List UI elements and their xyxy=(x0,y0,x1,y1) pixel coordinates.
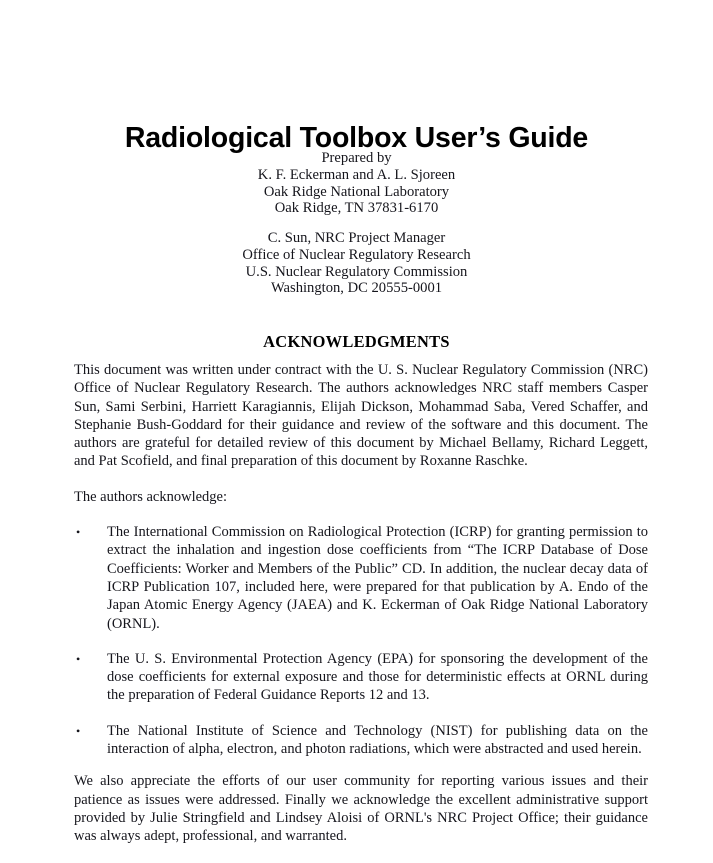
sponsor-address-line: Washington, DC 20555-0001 xyxy=(270,280,443,297)
list-item xyxy=(74,722,648,759)
sponsor-office-line: Office of Nuclear Regulatory Research xyxy=(242,246,471,263)
list-item-text: The National Institute of Science and Technology (NIST) for publishing data on the interaction of alpha, electron, and photon radiations, which were abstracted and used herein. xyxy=(107,722,648,758)
bullet-icon: • xyxy=(76,651,81,666)
address-line: Oak Ridge, TN 37831-6170 xyxy=(274,200,439,217)
sponsor-block xyxy=(0,230,713,297)
section-heading-acknowledgments: ACKNOWLEDGMENTS xyxy=(263,331,450,351)
organization-line: Oak Ridge National Laboratory xyxy=(263,183,450,200)
list-item-text: The International Commission on Radiological Protection (ICRP) for granting permission to extract the inhalation and ingestion dose coefficients from “The ICRP Database of Dose Coefficients: Worker and Members of the Public” CD. In addition, the nuclear decay data of ICRP Publication 107, included here, were prepared for that publication by A. Endo of the Japan Atomic Energy Agency (JAEA) and K. Eckerman of Oak Ridge National Laboratory (ORNL). xyxy=(107,524,648,632)
author-line: K. F. Eckerman and A. L. Sjoreen xyxy=(257,166,456,183)
list-item xyxy=(74,523,648,633)
page-title: Radiological Toolbox User’s Guide xyxy=(124,122,589,155)
bullet-icon: • xyxy=(76,723,81,738)
body-content xyxy=(74,361,648,863)
list-item xyxy=(74,650,648,705)
intro-paragraph: This document was written under contract with the U. S. Nuclear Regulatory Commission (NRC) Office of Nuclear Regulatory Research. The authors acknowledges NRC staff members Casper Sun, Sami Serbini, Harriett Karagiannis, Elijah Dickson, Mohammad Saba, Vered Schaffer, and Stephanie Bush-Goddard for their guidance and review of the software and this document. The authors are grateful for detailed review of this document by Michael Bellamy, Richard Leggett, and Pat Scofield, and final preparation of this document by Roxanne Raschke. xyxy=(74,362,648,470)
closing-paragraph: We also appreciate the efforts of our user community for reporting various issues and their patience as issues were addressed. Finally we acknowledge the excellent administrative support provided by Julie Stringfield and Lindsey Aloisi of ORNL's NRC Project Office; their guidance was always adept, professional, and warranted. xyxy=(74,773,648,845)
prepared-by-block xyxy=(0,150,713,217)
acknowledgment-list xyxy=(74,523,648,758)
project-manager-line: C. Sun, NRC Project Manager xyxy=(267,230,446,246)
sponsor-agency-line: U.S. Nuclear Regulatory Commission xyxy=(245,263,468,280)
list-lead-in-text: The authors acknowledge: xyxy=(74,488,228,505)
prepared-by-label: Prepared by xyxy=(321,150,392,166)
bullet-icon: • xyxy=(76,525,81,540)
list-item-text: The U. S. Environmental Protection Agency (EPA) for sponsoring the development of the dose coefficients for external exposure and those for deterministic effects at ORNL during the preparation of Federal Guidance Reports 12 and 13. xyxy=(107,650,648,704)
